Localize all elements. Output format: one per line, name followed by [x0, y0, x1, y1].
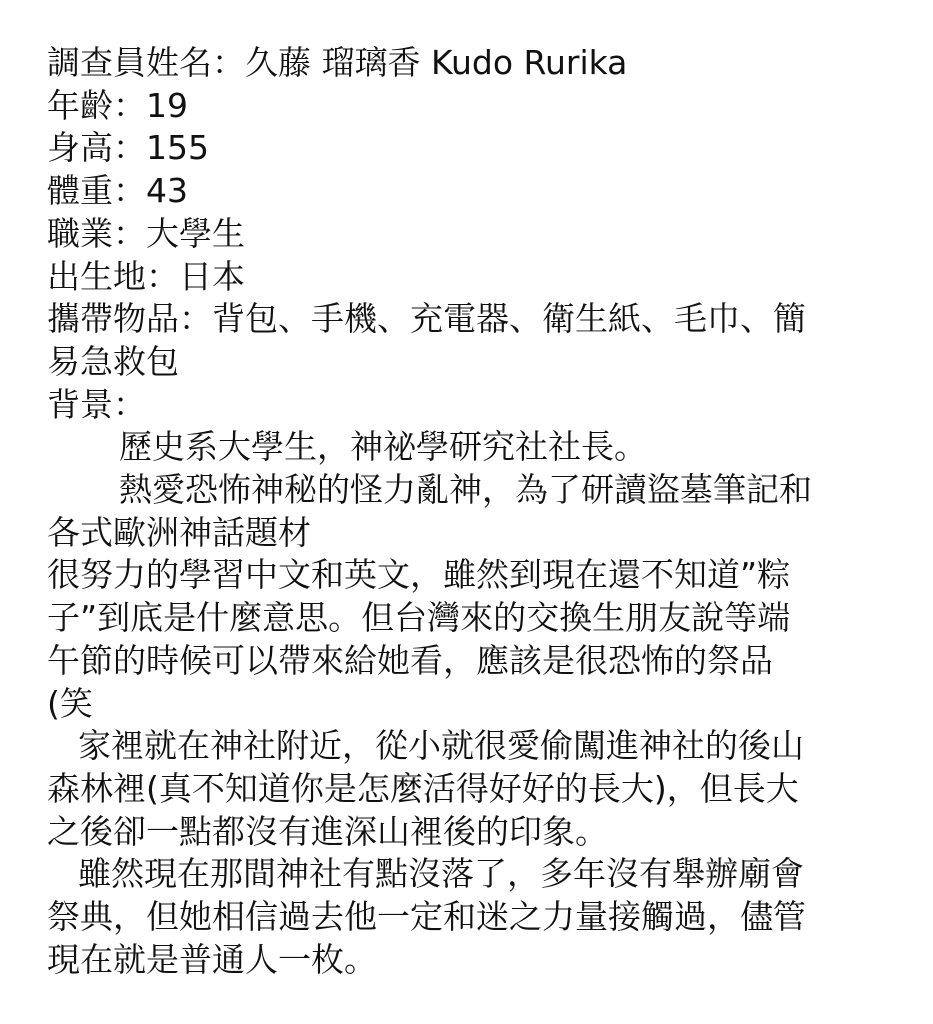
name-line: 調查員姓名：久藤 瑠璃香 Kudo Rurika [47, 43, 628, 82]
age-line: 年齡：19 [47, 85, 188, 125]
background-line: 午節的時候可以帶來給她看，應該是很恐怖的祭品 [47, 640, 773, 680]
items-line-2: 易急救包 [47, 341, 179, 381]
background-line: 祭典，但她相信過去他一定和迷之力量接觸過，儘管 [47, 897, 806, 937]
background-line: 之後卻一點都沒有進深山裡後的印象。 [47, 811, 608, 851]
background-line: 雖然現在那間神社有點沒落了，多年沒有舉辦廟會 [78, 854, 804, 894]
birthplace-line: 出生地：日本 [47, 256, 245, 296]
background-heading: 背景： [47, 384, 146, 424]
background-line: (笑 [47, 683, 93, 723]
background-line: 家裡就在神社附近，從小就很愛偷闖進神社的後山 [78, 726, 804, 766]
weight-line: 體重：43 [47, 171, 188, 211]
job-line: 職業：大學生 [47, 213, 245, 253]
items-line-1: 攜帶物品：背包、手機、充電器、衛生紙、毛巾、簡 [47, 299, 806, 339]
height-line: 身高：155 [47, 128, 209, 168]
background-line: 森林裡(真不知道你是怎麼活得好好的長大)，但長大 [47, 768, 799, 808]
background-line: 歷史系大學生，神祕學研究社社長。 [119, 427, 647, 467]
background-line: 現在就是普通人一枚。 [47, 939, 377, 979]
background-line: 熱愛恐怖神秘的怪力亂神，為了研讀盜墓筆記和 [119, 470, 812, 510]
background-line: 很努力的學習中文和英文，雖然到現在還不知道”粽 [47, 555, 791, 595]
background-line: 子”到底是什麼意思。但台灣來的交換生朋友說等端 [47, 598, 791, 638]
character-sheet [47, 42, 892, 981]
background-line: 各式歐洲神話題材 [47, 512, 311, 552]
